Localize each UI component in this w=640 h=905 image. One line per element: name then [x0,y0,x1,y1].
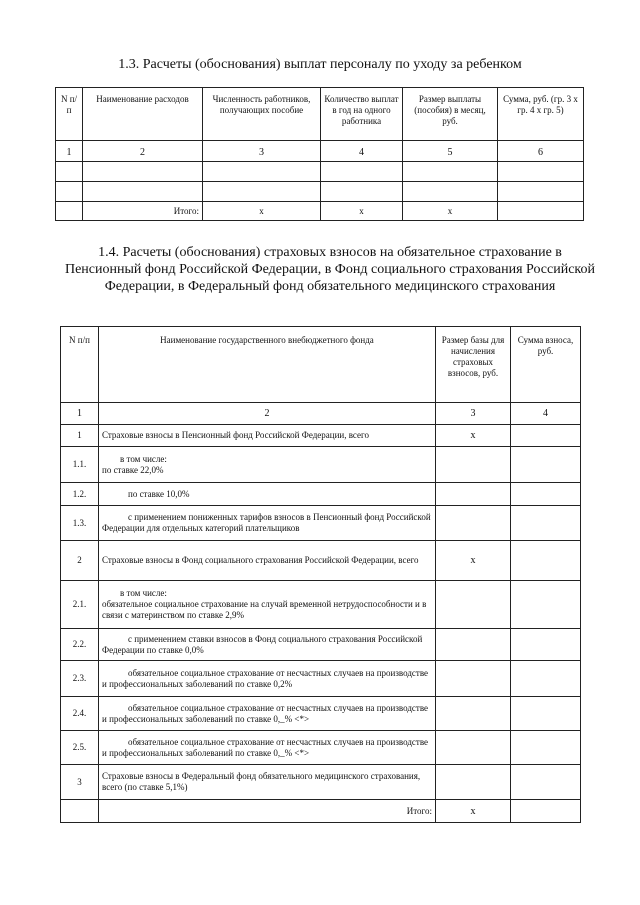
section-1-4-title: 1.4. Расчеты (обоснования) страховых взносов на обязательное страхование в Пенсионный фонд Российской Федерации, в Фонд социального страхования Российской Федерации, в Федеральный фонд обязательного медицинского страхования [64,245,596,294]
column-number: 2 [99,403,436,425]
empty-cell [83,182,203,202]
table-row [61,541,581,581]
row-name: обязательное социальное страхование от несчастных случаев на производстве и профессиональных заболеваний по ставке 0,2% [99,661,436,697]
row-number: 2.5. [61,731,99,765]
row-number: 2.1. [61,581,99,629]
table-row [61,765,581,800]
table-row [61,581,581,629]
base-cell [436,661,511,697]
empty-cell [403,162,498,182]
sum-cell [511,697,581,731]
row-name: с применением ставки взносов в Фонд социального страхования Российской Федерации по ставке 0,0% [99,629,436,661]
base-cell [436,731,511,765]
payments-table [55,87,584,221]
row-name: обязательное социальное страхование от несчастных случаев на производстве и профессиональных заболеваний по ставке 0,_% <*> [99,697,436,731]
empty-cell [56,182,83,202]
sum-cell [511,581,581,629]
table-row [61,661,581,697]
column-number: 3 [203,141,321,162]
base-cell [436,483,511,506]
header-cell: Размер базы для начисления страховых взносов, руб. [436,327,511,403]
empty-cell [56,202,83,221]
sum-cell [511,506,581,541]
table-row [61,731,581,765]
empty-cell [498,182,584,202]
header-cell: Размер выплаты (пособия) в месяц, руб. [403,88,498,141]
column-number: 1 [56,141,83,162]
empty-cell [321,162,403,182]
sum-cell [511,483,581,506]
row-name [99,581,436,629]
row-number: 1.1. [61,447,99,483]
header-cell: Численность работников, получающих пособие [203,88,321,141]
empty-cell [203,162,321,182]
table-row [61,506,581,541]
header-cell: Сумма, руб. (гр. 3 x гр. 4 x гр. 5) [498,88,584,141]
sum-cell [511,800,581,823]
base-cell: x [436,425,511,447]
row-number: 2.4. [61,697,99,731]
header-cell: N п/п [61,327,99,403]
table-row [61,697,581,731]
sum-cell [511,541,581,581]
row-number: 2.2. [61,629,99,661]
base-cell [436,447,511,483]
column-number: 4 [321,141,403,162]
header-cell: Сумма взноса, руб. [511,327,581,403]
row-number: 2 [61,541,99,581]
header-cell: Наименование расходов [83,88,203,141]
row-number: 3 [61,765,99,800]
base-cell [436,581,511,629]
total-label: Итого: [83,202,203,221]
total-mark: x [403,202,498,221]
empty-cell [498,162,584,182]
row-number: 1.3. [61,506,99,541]
row-name: Страховые взносы в Федеральный фонд обязательного медицинского страхования, всего (по ставке 5,1%) [99,765,436,800]
total-mark: x [436,800,511,823]
column-number: 5 [403,141,498,162]
table-row [56,162,584,182]
table-row [61,629,581,661]
total-mark: x [203,202,321,221]
row-name [99,447,436,483]
sum-cell [511,731,581,765]
sum-cell [511,425,581,447]
empty-cell [61,800,99,823]
section-1-3-title: 1.3. Расчеты (обоснования) выплат персоналу по уходу за ребенком [118,57,522,72]
row-name-intro: в том числе: [120,588,167,598]
column-number-row [61,403,581,425]
column-number: 6 [498,141,584,162]
base-cell [436,629,511,661]
sum-cell [511,661,581,697]
header-cell: N п/п [56,88,83,141]
column-number: 4 [511,403,581,425]
empty-cell [403,182,498,202]
sum-cell [511,447,581,483]
table-row [61,483,581,506]
base-cell [436,765,511,800]
header-cell: Наименование государственного внебюджетного фонда [99,327,436,403]
row-name: Страховые взносы в Пенсионный фонд Российской Федерации, всего [99,425,436,447]
column-number: 1 [61,403,99,425]
column-number: 2 [83,141,203,162]
empty-cell [498,202,584,221]
row-number: 2.3. [61,661,99,697]
table-row [61,447,581,483]
row-name: по ставке 10,0% [99,483,436,506]
row-number: 1.2. [61,483,99,506]
row-number: 1 [61,425,99,447]
table-row [56,182,584,202]
empty-cell [56,162,83,182]
empty-cell [83,162,203,182]
row-name-detail: обязательное социальное страхование на случай временной нетрудоспособности и в связи с материнством по ставке 2,9% [102,599,427,620]
total-row [61,800,581,823]
table-row [61,425,581,447]
base-cell: x [436,541,511,581]
total-mark: x [321,202,403,221]
empty-cell [321,182,403,202]
contributions-table [60,326,581,823]
base-cell [436,697,511,731]
row-name-intro: в том числе: [120,453,167,464]
row-name: с применением пониженных тарифов взносов в Пенсионный фонд Российской Федерации для отдельных категорий плательщиков [99,506,436,541]
sum-cell [511,629,581,661]
column-number-row [56,141,584,162]
column-number: 3 [436,403,511,425]
table-header-row [56,88,584,141]
row-name: Страховые взносы в Фонд социального страхования Российской Федерации, всего [99,541,436,581]
table-header-row [61,327,581,403]
sum-cell [511,765,581,800]
row-name-detail: по ставке 22,0% [102,464,164,475]
base-cell [436,506,511,541]
empty-cell [203,182,321,202]
total-row [56,202,584,221]
row-name: обязательное социальное страхование от несчастных случаев на производстве и профессиональных заболеваний по ставке 0,_% <*> [99,731,436,765]
header-cell: Количество выплат в год на одного работника [321,88,403,141]
total-label: Итого: [99,800,436,823]
